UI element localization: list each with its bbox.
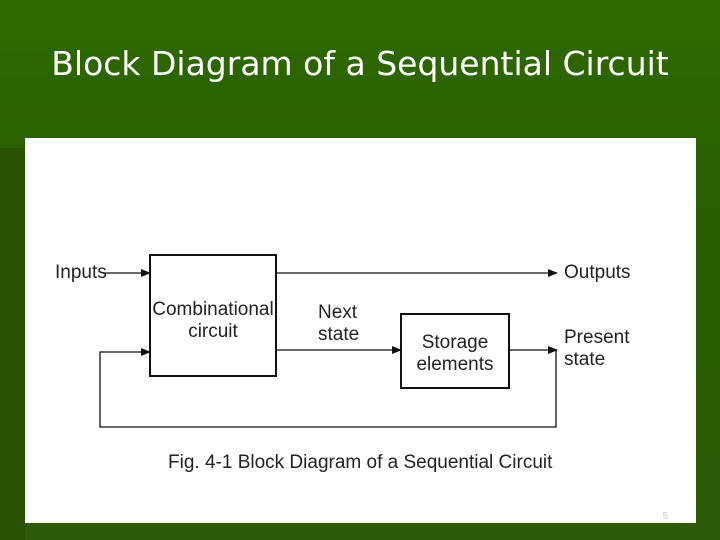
storage-line-2: elements [416, 354, 494, 375]
combinational-line-1: Combinational [152, 299, 274, 320]
present-state-line-2: state [564, 349, 606, 370]
figure-caption: Fig. 4-1 Block Diagram of a Sequential Circuit [168, 452, 553, 473]
combinational-line-2: circuit [188, 321, 238, 342]
slide-title: Block Diagram of a Sequential Circuit [51, 44, 669, 83]
next-state-line-2: state [318, 324, 360, 345]
next-state-label [318, 302, 359, 346]
storage-label [403, 332, 507, 376]
next-state-line-1: Next [318, 302, 358, 323]
slide-number: 5 [662, 511, 669, 522]
outputs-label: Outputs [564, 262, 631, 283]
combinational-label [152, 299, 274, 343]
storage-line-1: Storage [421, 332, 489, 353]
present-state-line-1: Present [564, 327, 630, 348]
inputs-label: Inputs [55, 262, 107, 283]
present-state-label [564, 327, 629, 371]
